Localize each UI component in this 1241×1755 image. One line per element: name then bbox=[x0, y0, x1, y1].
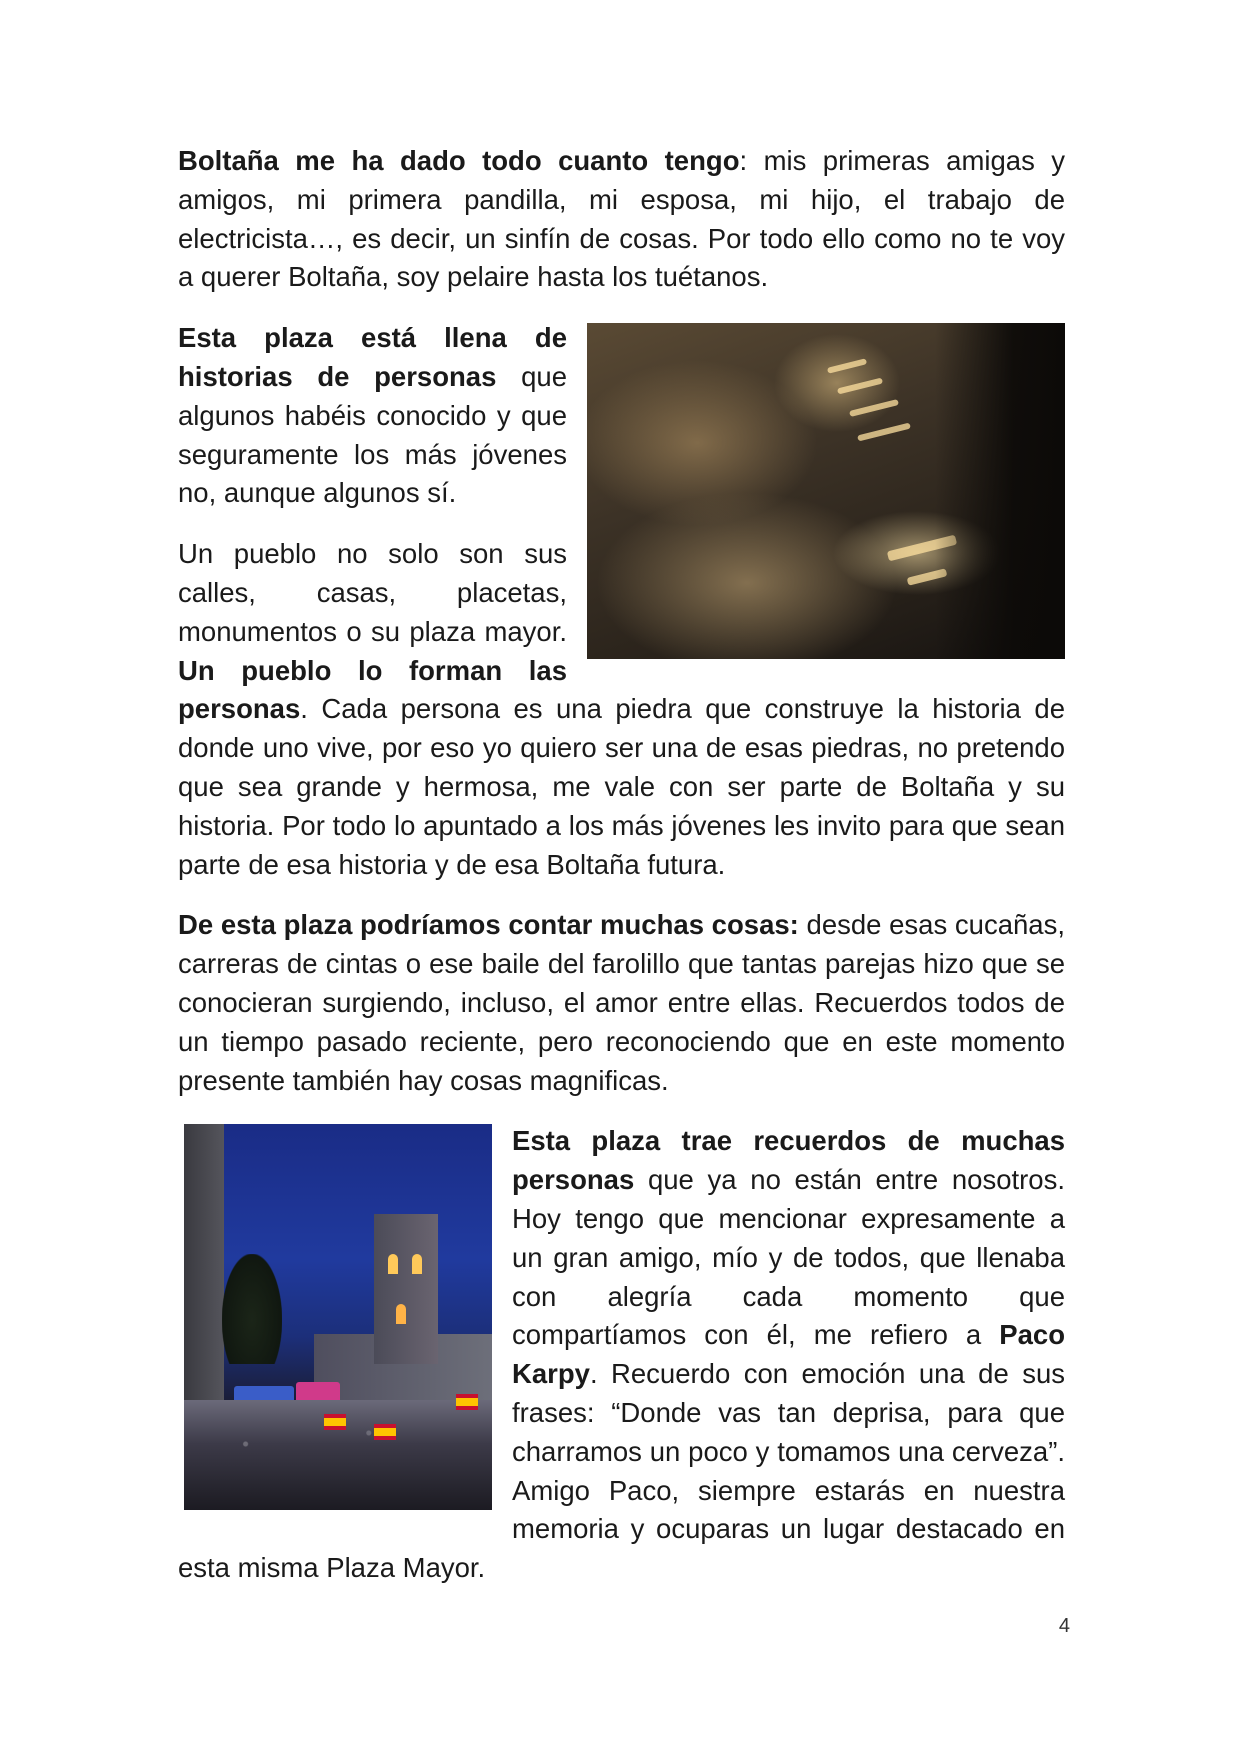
paragraph-1 bbox=[178, 142, 1065, 297]
photo-stone-steps-night bbox=[587, 323, 1065, 659]
paragraph-5-bold-1: Esta plaza trae recuerdos de muchas personas bbox=[512, 1125, 1065, 1196]
paragraph-5-text-1: que ya no están entre nosotros. Hoy tengo que mencionar expresamente a un gran amigo, mío y de todos, que llenaba con alegría cada momento que compartíamos con él, me refiero a bbox=[512, 1164, 1065, 1351]
paragraph-3-text-1: Un pueblo no solo son sus calles, casas, placetas, monumentos o su plaza mayor. bbox=[178, 538, 567, 647]
paragraph-5-bold-2: Paco Karpy bbox=[512, 1319, 1065, 1390]
paragraph-3-text-2: . Cada persona es una piedra que construye la historia de donde uno vive, por eso yo quiero ser una de esas piedras, no pretendo que sea grande y hermosa, me vale con ser parte de Boltaña y su historia. Por todo lo apuntado a los más jóvenes les invito para que sean parte de esa historia y de esa Boltaña futura. bbox=[178, 693, 1065, 880]
paragraph-1-bold: Boltaña me ha dado todo cuanto tengo bbox=[178, 145, 740, 176]
paragraph-5-text-2: . Recuerdo con emoción una de sus frases: “Donde vas tan deprisa, para que charramos un poco y tomamos una cerveza”. Amigo Paco, siempre estarás en nuestra memoria y ocuparas un lugar destacado en esta misma Plaza Mayor. bbox=[178, 1358, 1065, 1584]
paragraph-4-text: desde esas cucañas, carreras de cintas o ese baile del farolillo que tantas parejas hizo que se conocieran surgiendo, incluso, el amor entre ellas. Recuerdos todos de un tiempo pasado reciente, pero reconociendo que en este momento presente también hay cosas magnificas. bbox=[178, 909, 1065, 1096]
document-page bbox=[178, 142, 1065, 1610]
paragraph-2-text: que algunos habéis conocido y que seguramente los más jóvenes no, aunque algunos sí. bbox=[178, 360, 567, 509]
paragraph-3-bold: Un pueblo lo forman las personas bbox=[178, 654, 567, 725]
paragraph-4-bold: De esta plaza podríamos contar muchas cosas: bbox=[178, 909, 799, 941]
paragraph-2-bold: Esta plaza está llena de historias de personas bbox=[178, 322, 567, 392]
photo-plaza-mayor-festival bbox=[184, 1124, 492, 1510]
paragraph-1-text: : mis primeras amigas y amigos, mi primera pandilla, mi esposa, mi hijo, el trabajo de electricista…, es decir, un sinfín de cosas. Por todo ello como no te voy a querer Boltaña, soy pelaire hasta los tuétanos. bbox=[178, 145, 1065, 293]
page-number: 4 bbox=[1058, 1615, 1070, 1637]
paragraph-4 bbox=[178, 906, 1065, 1100]
